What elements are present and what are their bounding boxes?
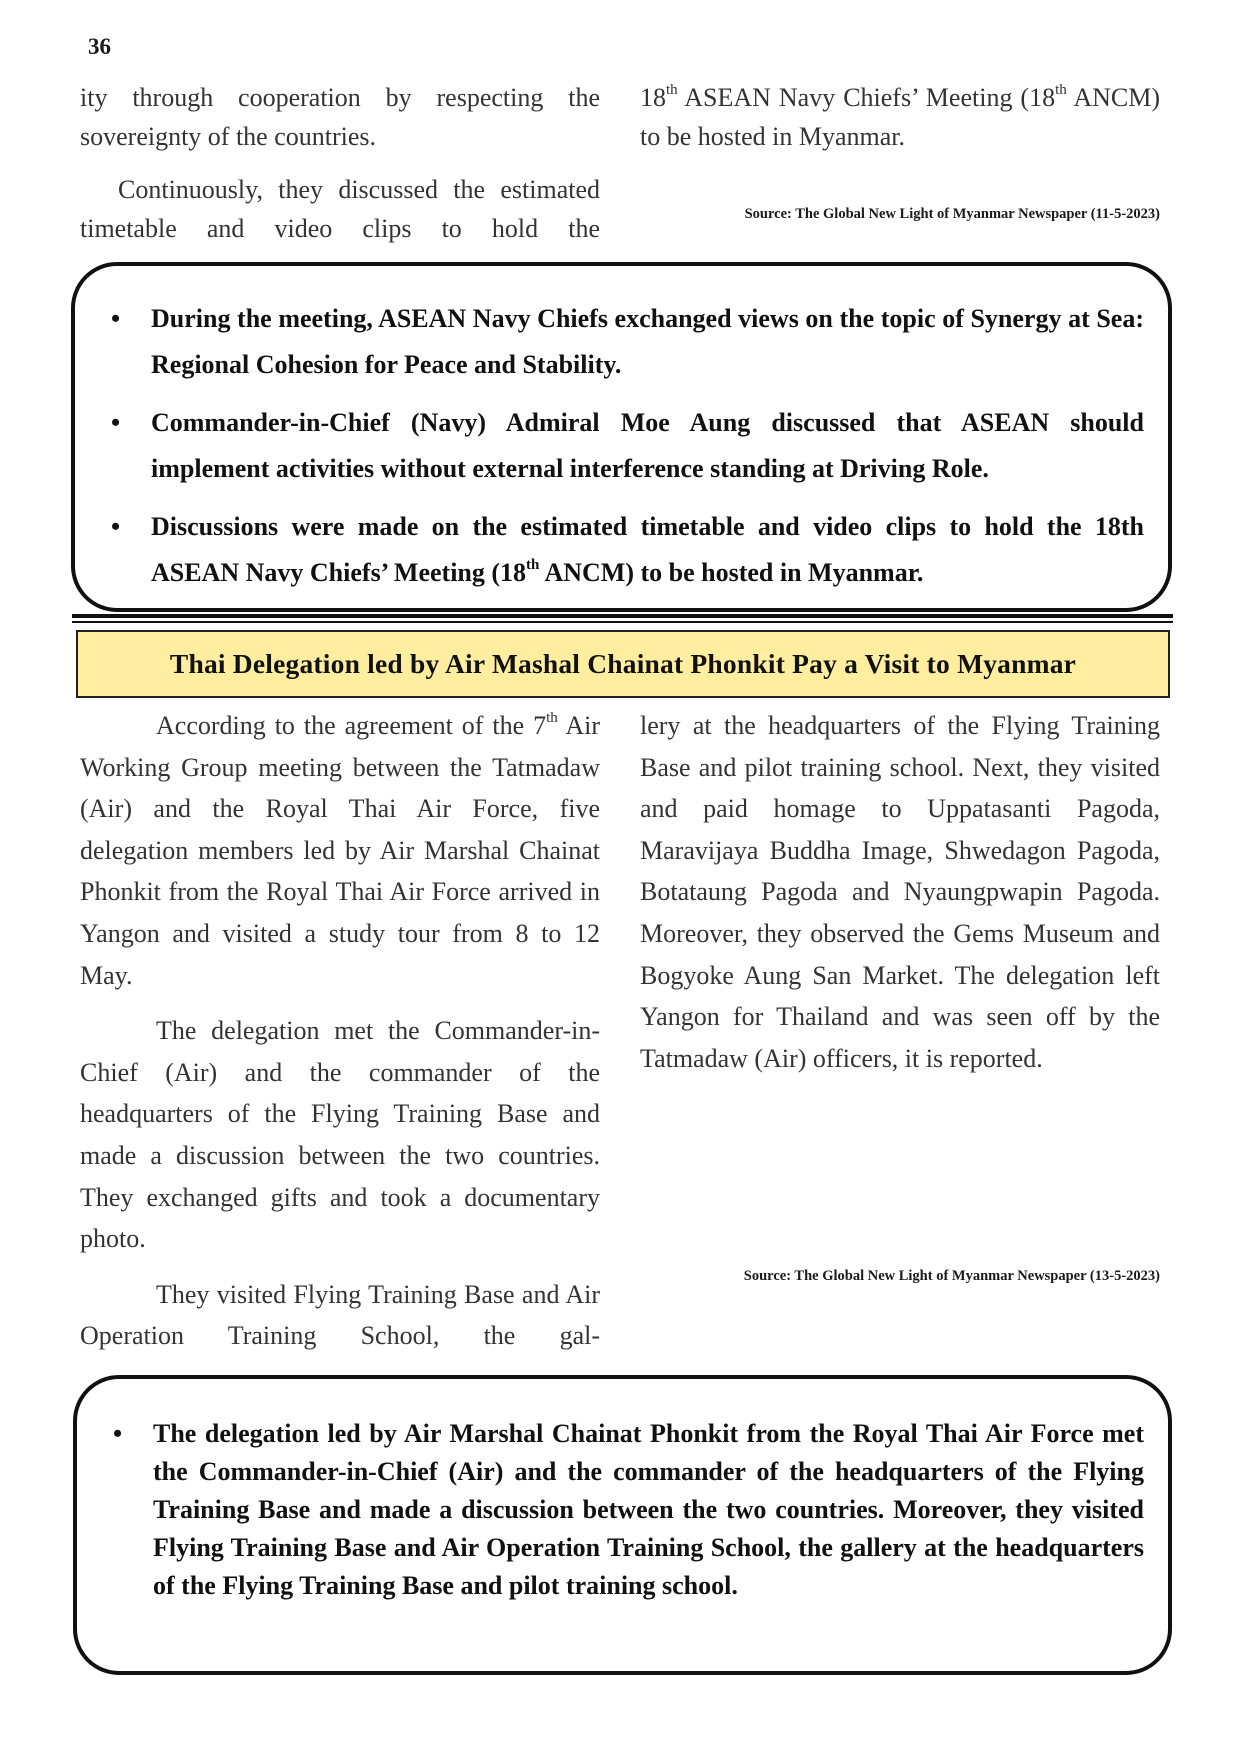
source-citation: Source: The Global New Light of Myanmar Newspaper (13-5-2023) [743,1268,1160,1284]
bullet-icon: • [113,1419,123,1448]
summary-item-text: Commander-in-Chief (Navy) Admiral Moe Aung discussed that ASEAN should implement activities without external interference standing at Driving Role. [151,408,1144,483]
article-title-banner [76,630,1170,698]
paragraph: ity through cooperation by respecting the sovereignty of the countries. [80,83,600,151]
summary-item-text: ANCM) to be hosted in Myanmar. [539,558,924,587]
paragraph [80,705,600,996]
source-citation: Source: The Global New Light of Myanmar Newspaper (11-5-2023) [744,206,1160,222]
summary-item [95,1415,1144,1605]
summary-item [93,400,1144,492]
paragraph [640,78,1160,156]
article-left-column [80,705,600,1371]
summary-item-text: During the meeting, ASEAN Navy Chiefs exchanged views on the topic of Synergy at Sea: Regional Cohesion for Peace and Stability. [151,304,1144,379]
top-right-column [640,78,1160,170]
text-run: Air Working Group meeting between the Tatmadaw (Air) and the Royal Thai Air Force, five delegation members led by Air Marshal Chainat Phonkit from the Royal Thai Air Force arrived in Yangon and visited a study tour from 8 to 12 May. [80,711,600,990]
summary-box [73,1375,1172,1675]
summary-box [71,262,1172,612]
paragraph: The delegation met the Commander-in-Chief (Air) and the commander of the headquarters of the Flying Training Base and made a discussion between the two countries. They exchanged gifts and took a documentary photo. [80,1016,600,1254]
text-run: 18 [640,83,666,112]
divider-rule [72,614,1173,618]
summary-list [93,296,1144,596]
superscript: th [526,557,540,574]
divider-rule [72,621,1173,623]
article-title: Thai Delegation led by Air Mashal Chainat Phonkit Pay a Visit to Myanmar [169,648,1077,679]
paragraph: Continuously, they discussed the estimated timetable and video clips to hold the [80,175,600,243]
page-number: 36 [88,34,111,59]
summary-item [93,504,1144,596]
bullet-icon: • [111,304,121,333]
bullet-icon: • [111,408,121,437]
text-run: ASEAN Navy Chiefs’ Meeting (18 [677,83,1056,112]
summary-item-text: Discussions were made on the estimated timetable and video clips to hold the 18th ASEAN Navy Chiefs’ Meeting (18 [151,512,1144,587]
top-left-column [80,78,600,262]
text-run: According to the agreement of the 7 [156,711,547,740]
superscript: th [1055,82,1067,99]
paragraph: lery at the headquarters of the Flying Training Base and pilot training school. Next, they visited and paid homage to Uppatasanti Pagoda, Maravijaya Buddha Image, Shwedagon Pagoda, Botataung Pagoda and Nyaungpwapin Pagoda. Moreover, they observed the Gems Museum and Bogyoke Aung San Market. The delegation left Yangon for Thailand and was seen off by the Tatmadaw (Air) officers, it is reported. [640,711,1160,1073]
paragraph: They visited Flying Training Base and Air Operation Training School, the gal- [80,1279,600,1351]
summary-item [93,296,1144,388]
superscript: th [546,710,558,727]
summary-list [95,1415,1144,1605]
superscript: th [666,82,678,99]
article-right-column [640,705,1160,1093]
text-run: ANCM) to be hosted in Myanmar. [640,83,1160,151]
bullet-icon: • [111,512,121,541]
summary-item-text: The delegation led by Air Marshal Chainat Phonkit from the Royal Thai Air Force met the Commander-in-Chief (Air) and the commander of the headquarters of the Flying Training Base and made a discussion between the two countries. Moreover, they visited Flying Training Base and Air Operation Training School, the gallery at the headquarters of the Flying Training Base and pilot training school. [153,1419,1144,1600]
